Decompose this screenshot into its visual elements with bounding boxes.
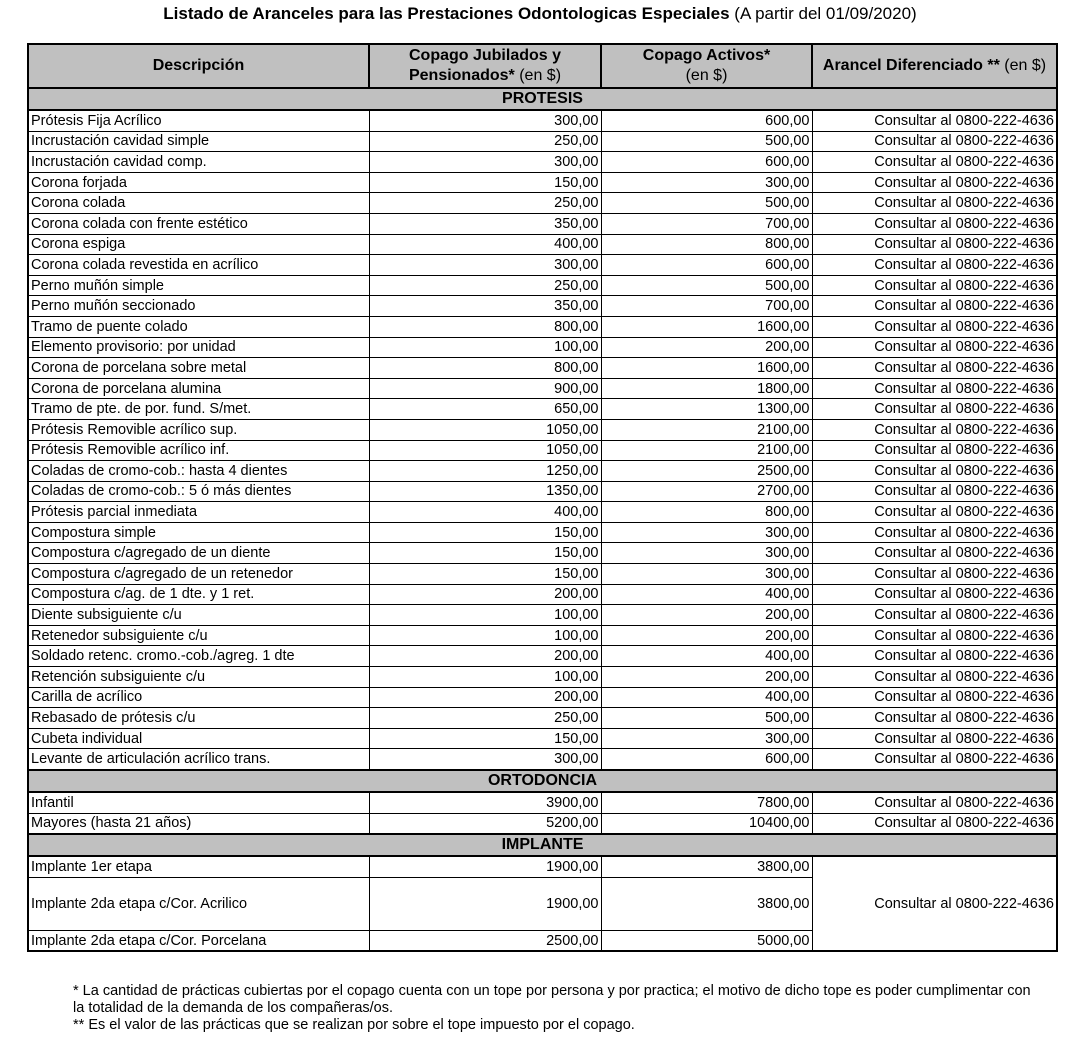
cell-copago-jubilados: 250,00 (369, 193, 601, 214)
cell-copago-activos: 800,00 (601, 234, 812, 255)
cell-descripcion: Corona forjada (28, 172, 369, 193)
cell-copago-jubilados: 800,00 (369, 316, 601, 337)
cell-copago-activos: 500,00 (601, 193, 812, 214)
cell-copago-jubilados: 1900,00 (369, 877, 601, 930)
cell-descripcion: Coladas de cromo-cob.: hasta 4 dientes (28, 461, 369, 482)
cell-descripcion: Corona de porcelana sobre metal (28, 358, 369, 379)
cell-descripcion: Prótesis parcial inmediata (28, 502, 369, 523)
table-row (28, 110, 1057, 131)
table-row (28, 152, 1057, 173)
cell-descripcion: Rebasado de prótesis c/u (28, 708, 369, 729)
cell-copago-activos: 700,00 (601, 296, 812, 317)
cell-arancel-diferenciado: Consultar al 0800-222-4636 (812, 419, 1057, 440)
cell-copago-jubilados: 200,00 (369, 687, 601, 708)
cell-arancel-diferenciado: Consultar al 0800-222-4636 (812, 193, 1057, 214)
table-row (28, 522, 1057, 543)
cell-descripcion: Perno muñón simple (28, 275, 369, 296)
cell-arancel-diferenciado: Consultar al 0800-222-4636 (812, 543, 1057, 564)
table-row (28, 358, 1057, 379)
cell-arancel-diferenciado: Consultar al 0800-222-4636 (812, 481, 1057, 502)
cell-copago-jubilados: 250,00 (369, 275, 601, 296)
section-title: PROTESIS (28, 88, 1057, 110)
cell-copago-jubilados: 100,00 (369, 337, 601, 358)
table-row (28, 564, 1057, 585)
cell-copago-jubilados: 100,00 (369, 667, 601, 688)
cell-descripcion: Compostura c/agregado de un diente (28, 543, 369, 564)
header-arancel-diferenciado: Arancel Diferenciado ** (en $) (812, 44, 1057, 88)
header-copago-jubilados: Copago Jubilados y Pensionados* (en $) (369, 44, 601, 88)
cell-copago-jubilados: 300,00 (369, 110, 601, 131)
table-row (28, 131, 1057, 152)
cell-copago-activos: 300,00 (601, 522, 812, 543)
cell-copago-jubilados: 350,00 (369, 213, 601, 234)
cell-copago-activos: 3800,00 (601, 856, 812, 877)
cell-arancel-diferenciado: Consultar al 0800-222-4636 (812, 584, 1057, 605)
cell-descripcion: Corona colada (28, 193, 369, 214)
table-row (28, 234, 1057, 255)
cell-copago-jubilados: 1050,00 (369, 419, 601, 440)
cell-copago-activos: 600,00 (601, 152, 812, 173)
table-row (28, 605, 1057, 626)
cell-copago-activos: 7800,00 (601, 792, 812, 813)
cell-descripcion: Soldado retenc. cromo.-cob./agreg. 1 dte (28, 646, 369, 667)
cell-copago-activos: 400,00 (601, 584, 812, 605)
cell-descripcion: Implante 1er etapa (28, 856, 369, 877)
cell-descripcion: Corona colada revestida en acrílico (28, 255, 369, 276)
cell-arancel-diferenciado-merged: Consultar al 0800-222-4636 (812, 856, 1057, 951)
cell-copago-jubilados: 200,00 (369, 646, 601, 667)
cell-arancel-diferenciado: Consultar al 0800-222-4636 (812, 152, 1057, 173)
table-header-row (28, 44, 1057, 88)
cell-arancel-diferenciado: Consultar al 0800-222-4636 (812, 110, 1057, 131)
table-row (28, 172, 1057, 193)
cell-arancel-diferenciado: Consultar al 0800-222-4636 (812, 213, 1057, 234)
cell-arancel-diferenciado: Consultar al 0800-222-4636 (812, 708, 1057, 729)
cell-copago-jubilados: 650,00 (369, 399, 601, 420)
cell-descripcion: Coladas de cromo-cob.: 5 ó más dientes (28, 481, 369, 502)
cell-copago-activos: 200,00 (601, 605, 812, 626)
cell-copago-jubilados: 5200,00 (369, 813, 601, 834)
section-header-row (28, 834, 1057, 856)
cell-descripcion: Incrustación cavidad simple (28, 131, 369, 152)
cell-copago-jubilados: 300,00 (369, 255, 601, 276)
section-title: IMPLANTE (28, 834, 1057, 856)
cell-descripcion: Implante 2da etapa c/Cor. Porcelana (28, 930, 369, 951)
cell-copago-activos: 800,00 (601, 502, 812, 523)
cell-copago-activos: 200,00 (601, 337, 812, 358)
cell-copago-activos: 700,00 (601, 213, 812, 234)
cell-copago-activos: 600,00 (601, 110, 812, 131)
cell-copago-jubilados: 250,00 (369, 131, 601, 152)
cell-arancel-diferenciado: Consultar al 0800-222-4636 (812, 502, 1057, 523)
cell-descripcion: Compostura c/agregado de un retenedor (28, 564, 369, 585)
table-row (28, 378, 1057, 399)
cell-copago-activos: 500,00 (601, 708, 812, 729)
cell-copago-jubilados: 400,00 (369, 234, 601, 255)
cell-descripcion: Corona colada con frente estético (28, 213, 369, 234)
cell-copago-activos: 300,00 (601, 543, 812, 564)
cell-arancel-diferenciado: Consultar al 0800-222-4636 (812, 646, 1057, 667)
table-row (28, 687, 1057, 708)
cell-copago-activos: 200,00 (601, 625, 812, 646)
cell-descripcion: Retenedor subsiguiente c/u (28, 625, 369, 646)
cell-copago-activos: 300,00 (601, 172, 812, 193)
cell-descripcion: Perno muñón seccionado (28, 296, 369, 317)
cell-copago-jubilados: 350,00 (369, 296, 601, 317)
cell-copago-jubilados: 800,00 (369, 358, 601, 379)
cell-copago-jubilados: 100,00 (369, 605, 601, 626)
page-title (0, 4, 1080, 24)
cell-descripcion: Levante de articulación acrílico trans. (28, 749, 369, 770)
table-row (28, 856, 1057, 877)
cell-copago-jubilados: 100,00 (369, 625, 601, 646)
cell-arancel-diferenciado: Consultar al 0800-222-4636 (812, 564, 1057, 585)
cell-arancel-diferenciado: Consultar al 0800-222-4636 (812, 296, 1057, 317)
cell-copago-activos: 5000,00 (601, 930, 812, 951)
cell-descripcion: Compostura simple (28, 522, 369, 543)
cell-arancel-diferenciado: Consultar al 0800-222-4636 (812, 399, 1057, 420)
cell-arancel-diferenciado: Consultar al 0800-222-4636 (812, 625, 1057, 646)
table-row (28, 792, 1057, 813)
cell-arancel-diferenciado: Consultar al 0800-222-4636 (812, 687, 1057, 708)
table-row (28, 461, 1057, 482)
table-row (28, 193, 1057, 214)
cell-descripcion: Mayores (hasta 21 años) (28, 813, 369, 834)
cell-descripcion: Diente subsiguiente c/u (28, 605, 369, 626)
cell-arancel-diferenciado: Consultar al 0800-222-4636 (812, 667, 1057, 688)
cell-copago-activos: 500,00 (601, 131, 812, 152)
cell-arancel-diferenciado: Consultar al 0800-222-4636 (812, 275, 1057, 296)
cell-descripcion: Tramo de pte. de por. fund. S/met. (28, 399, 369, 420)
cell-copago-jubilados: 200,00 (369, 584, 601, 605)
cell-copago-activos: 300,00 (601, 728, 812, 749)
cell-copago-activos: 10400,00 (601, 813, 812, 834)
cell-copago-jubilados: 3900,00 (369, 792, 601, 813)
table-row (28, 419, 1057, 440)
cell-copago-jubilados: 250,00 (369, 708, 601, 729)
section-header-row (28, 770, 1057, 792)
cell-descripcion: Corona espiga (28, 234, 369, 255)
table-row (28, 667, 1057, 688)
cell-copago-jubilados: 1350,00 (369, 481, 601, 502)
table-row (28, 213, 1057, 234)
cell-copago-jubilados: 900,00 (369, 378, 601, 399)
cell-copago-activos: 600,00 (601, 749, 812, 770)
cell-descripcion: Corona de porcelana alumina (28, 378, 369, 399)
cell-arancel-diferenciado: Consultar al 0800-222-4636 (812, 234, 1057, 255)
cell-arancel-diferenciado: Consultar al 0800-222-4636 (812, 172, 1057, 193)
table-row (28, 584, 1057, 605)
cell-descripcion: Compostura c/ag. de 1 dte. y 1 ret. (28, 584, 369, 605)
cell-arancel-diferenciado: Consultar al 0800-222-4636 (812, 522, 1057, 543)
footnote-2: ** Es el valor de las prácticas que se realizan por sobre el tope impuesto por el copago. (73, 1017, 635, 1033)
cell-arancel-diferenciado: Consultar al 0800-222-4636 (812, 461, 1057, 482)
footnotes (73, 983, 1033, 1034)
cell-copago-jubilados: 300,00 (369, 749, 601, 770)
cell-copago-activos: 1600,00 (601, 316, 812, 337)
cell-copago-jubilados: 300,00 (369, 152, 601, 173)
cell-copago-activos: 2700,00 (601, 481, 812, 502)
table-row (28, 255, 1057, 276)
table-row (28, 275, 1057, 296)
cell-copago-activos: 1800,00 (601, 378, 812, 399)
cell-arancel-diferenciado: Consultar al 0800-222-4636 (812, 131, 1057, 152)
cell-copago-activos: 2100,00 (601, 440, 812, 461)
table-row (28, 316, 1057, 337)
cell-descripcion: Elemento provisorio: por unidad (28, 337, 369, 358)
header-descripcion: Descripción (28, 44, 369, 88)
table-row (28, 543, 1057, 564)
cell-descripcion: Prótesis Fija Acrílico (28, 110, 369, 131)
table-row (28, 502, 1057, 523)
cell-arancel-diferenciado: Consultar al 0800-222-4636 (812, 728, 1057, 749)
cell-copago-jubilados: 1050,00 (369, 440, 601, 461)
title-main: Listado de Aranceles para las Prestaciones Odontologicas Especiales (163, 4, 730, 23)
cell-copago-jubilados: 150,00 (369, 172, 601, 193)
cell-arancel-diferenciado: Consultar al 0800-222-4636 (812, 749, 1057, 770)
cell-copago-activos: 200,00 (601, 667, 812, 688)
cell-arancel-diferenciado: Consultar al 0800-222-4636 (812, 440, 1057, 461)
header-copago-activos: Copago Activos* (en $) (601, 44, 812, 88)
footnote-1: * La cantidad de prácticas cubiertas por el copago cuenta con un tope por persona y por practica; el motivo de dicho tope es poder cumplimentar con la totalidad de la demanda de los compañeras/os. (73, 983, 1031, 1016)
cell-descripcion: Prótesis Removible acrílico inf. (28, 440, 369, 461)
table-row (28, 813, 1057, 834)
fees-table (27, 43, 1058, 952)
cell-arancel-diferenciado: Consultar al 0800-222-4636 (812, 316, 1057, 337)
cell-descripcion: Carilla de acrílico (28, 687, 369, 708)
cell-descripcion: Retención subsiguiente c/u (28, 667, 369, 688)
cell-copago-activos: 2100,00 (601, 419, 812, 440)
cell-copago-jubilados: 400,00 (369, 502, 601, 523)
cell-descripcion: Incrustación cavidad comp. (28, 152, 369, 173)
section-header-row (28, 88, 1057, 110)
cell-copago-activos: 400,00 (601, 646, 812, 667)
cell-copago-jubilados: 1900,00 (369, 856, 601, 877)
title-date: (A partir del 01/09/2020) (729, 4, 917, 23)
cell-copago-jubilados: 150,00 (369, 564, 601, 585)
section-title: ORTODONCIA (28, 770, 1057, 792)
cell-arancel-diferenciado: Consultar al 0800-222-4636 (812, 337, 1057, 358)
table-row (28, 708, 1057, 729)
table-row (28, 749, 1057, 770)
cell-copago-activos: 400,00 (601, 687, 812, 708)
cell-arancel-diferenciado: Consultar al 0800-222-4636 (812, 813, 1057, 834)
cell-arancel-diferenciado: Consultar al 0800-222-4636 (812, 605, 1057, 626)
cell-arancel-diferenciado: Consultar al 0800-222-4636 (812, 358, 1057, 379)
cell-copago-activos: 600,00 (601, 255, 812, 276)
cell-descripcion: Implante 2da etapa c/Cor. Acrilico (28, 877, 369, 930)
cell-descripcion: Tramo de puente colado (28, 316, 369, 337)
cell-copago-activos: 1300,00 (601, 399, 812, 420)
cell-descripcion: Infantil (28, 792, 369, 813)
table-row (28, 337, 1057, 358)
cell-copago-activos: 1600,00 (601, 358, 812, 379)
cell-descripcion: Cubeta individual (28, 728, 369, 749)
cell-copago-activos: 3800,00 (601, 877, 812, 930)
cell-copago-jubilados: 2500,00 (369, 930, 601, 951)
table-row (28, 440, 1057, 461)
cell-copago-jubilados: 150,00 (369, 522, 601, 543)
cell-arancel-diferenciado: Consultar al 0800-222-4636 (812, 255, 1057, 276)
table-row (28, 296, 1057, 317)
table-row (28, 399, 1057, 420)
cell-copago-jubilados: 150,00 (369, 543, 601, 564)
cell-copago-activos: 500,00 (601, 275, 812, 296)
cell-arancel-diferenciado: Consultar al 0800-222-4636 (812, 378, 1057, 399)
cell-copago-activos: 2500,00 (601, 461, 812, 482)
cell-arancel-diferenciado: Consultar al 0800-222-4636 (812, 792, 1057, 813)
cell-copago-jubilados: 1250,00 (369, 461, 601, 482)
cell-copago-jubilados: 150,00 (369, 728, 601, 749)
cell-copago-activos: 300,00 (601, 564, 812, 585)
table-row (28, 625, 1057, 646)
table-row (28, 481, 1057, 502)
table-row (28, 646, 1057, 667)
table-row (28, 728, 1057, 749)
cell-descripcion: Prótesis Removible acrílico sup. (28, 419, 369, 440)
